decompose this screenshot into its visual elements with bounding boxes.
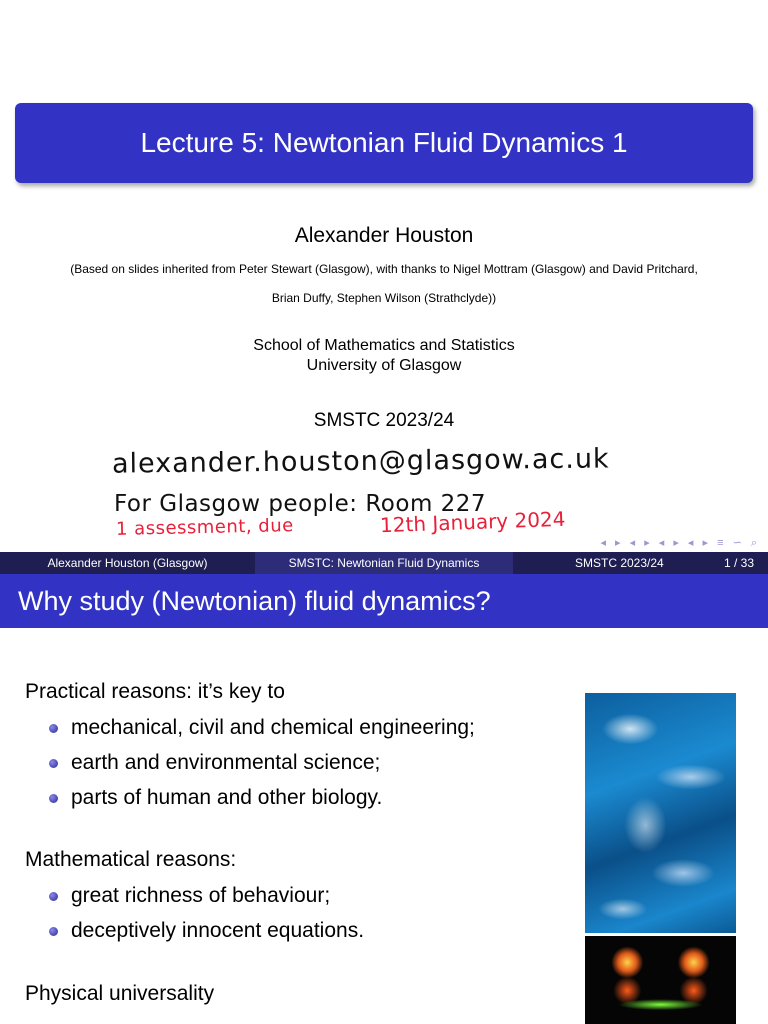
mathematical-heading: Mathematical reasons:	[25, 848, 237, 871]
handwritten-due-date: 12th January 2024	[379, 506, 566, 538]
list-item-text: mechanical, civil and chemical engineering;	[71, 716, 475, 739]
list-item	[49, 716, 475, 740]
footer-course	[255, 552, 513, 574]
bullet-icon	[49, 892, 58, 901]
author-name: Alexander Houston	[294, 224, 474, 247]
credits-line-2: Brian Duffy, Stephen Wilson (Strathclyde))	[271, 291, 497, 305]
list-item-text: great richness of behaviour;	[71, 884, 331, 907]
list-item	[49, 786, 382, 810]
frame-title	[0, 574, 768, 628]
list-item	[49, 919, 364, 943]
list-item-text: earth and environmental science;	[71, 751, 381, 774]
frame-title-text: Why study (Newtonian) fluid dynamics?	[18, 585, 491, 616]
bullet-icon	[49, 724, 58, 733]
practical-heading: Practical reasons: it’s key to	[25, 680, 285, 703]
bullet-icon	[49, 794, 58, 803]
footer-page-number: 1 / 33	[723, 556, 754, 570]
lecture-title: Lecture 5: Newtonian Fluid Dynamics 1	[140, 127, 628, 158]
list-item-text: deceptively innocent equations.	[71, 919, 365, 942]
list-item	[49, 884, 330, 908]
footer-author-text: Alexander Houston (Glasgow)	[47, 556, 208, 570]
credits-line-1: (Based on slides inherited from Peter Stewart (Glasgow), with thanks to Nigel Mottram (Glasgow) and David Pritchard,	[70, 262, 698, 276]
handwritten-email: alexander.houston@glasgow.ac.uk	[111, 443, 610, 480]
institution-line-1: School of Mathematics and Statistics	[253, 337, 515, 354]
beamer-navigation-icons[interactable]: ◂ ▸ ◂ ▸ ◂ ▸ ◂ ▸ ≡ ∽ ⌕	[600, 537, 760, 549]
footer-course-text: SMSTC: Newtonian Fluid Dynamics	[288, 556, 480, 570]
list-item-text: parts of human and other biology.	[71, 786, 383, 809]
title-banner	[15, 103, 753, 183]
bullet-icon	[49, 927, 58, 936]
bullet-icon	[49, 759, 58, 768]
list-item	[49, 751, 380, 775]
fluid-turbulence-image	[585, 693, 736, 933]
footer-event	[513, 552, 768, 574]
footer-event-text: SMSTC 2023/24	[575, 556, 664, 570]
event-name: SMSTC 2023/24	[313, 410, 455, 431]
footer-author	[0, 552, 255, 574]
physical-heading: Physical universality	[25, 982, 215, 1005]
institution-line-2: University of Glasgow	[306, 357, 462, 374]
handwritten-room: For Glasgow people: Room 227	[114, 491, 487, 517]
handwritten-assessment: 1 assessment, due	[115, 515, 294, 540]
footer-bar	[0, 552, 768, 574]
vortex-image	[585, 936, 736, 1024]
